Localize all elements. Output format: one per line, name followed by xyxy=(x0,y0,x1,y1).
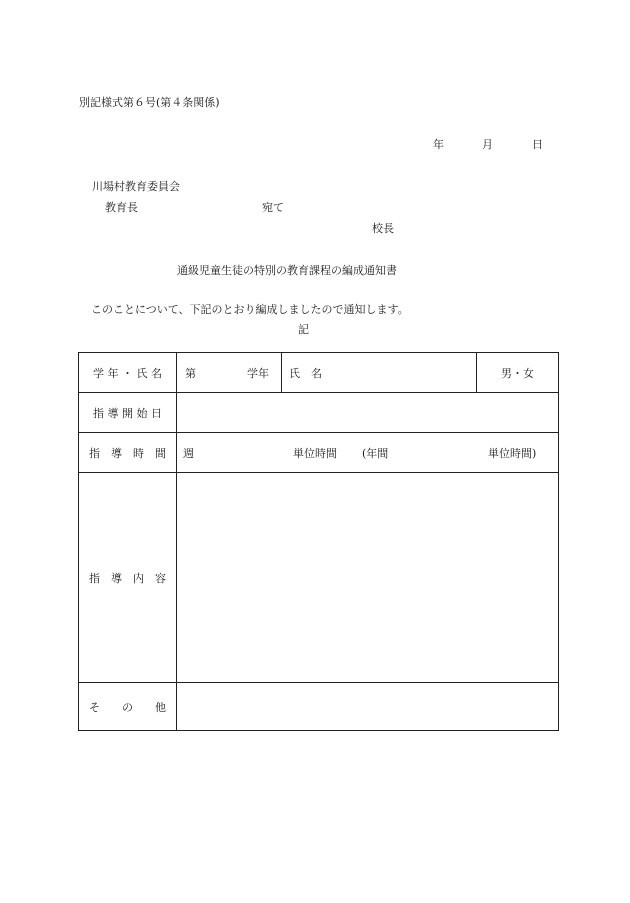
other-label: そ の 他 xyxy=(89,700,166,714)
date-day-label: 日 xyxy=(532,138,543,151)
grade-suffix: 学年 xyxy=(247,366,269,380)
content-label-cell xyxy=(79,473,177,683)
hours-label: 指 導 時 間 xyxy=(89,446,166,460)
addressee-title: 教育長 xyxy=(105,201,138,214)
info-table xyxy=(78,352,559,731)
table-row-other xyxy=(79,683,559,731)
form-number: 別記様式第６号(第４条関係) xyxy=(79,96,220,109)
name-label: 氏 名 xyxy=(289,366,322,380)
table-row-grade-name xyxy=(79,353,559,393)
gender-options: 男・女 xyxy=(501,366,534,380)
hours-unit-annual: 単位時間) xyxy=(488,446,537,460)
grade-name-label-cell xyxy=(79,353,177,393)
grade-prefix: 第 xyxy=(185,366,196,380)
other-label-cell xyxy=(79,683,177,731)
other-value-cell[interactable] xyxy=(177,683,559,731)
ki-heading: 記 xyxy=(298,323,309,336)
gender-cell[interactable] xyxy=(477,353,559,393)
table-row-hours xyxy=(79,433,559,473)
table-row-start-date xyxy=(79,393,559,433)
start-date-value-cell[interactable] xyxy=(177,393,559,433)
addressee-suffix: 宛て xyxy=(262,201,284,214)
content-value-cell[interactable] xyxy=(177,473,559,683)
date-month-label: 月 xyxy=(482,138,493,151)
body-text: このことについて、下記のとおり編成しましたので通知します。 xyxy=(91,303,409,316)
grade-cell[interactable] xyxy=(177,353,282,393)
grade-name-label: 学 年 ・ 氏 名 xyxy=(93,366,162,380)
name-cell[interactable] xyxy=(282,353,477,393)
hours-annual-open: (年間 xyxy=(362,446,389,460)
start-date-label-cell xyxy=(79,393,177,433)
content-label: 指 導 内 容 xyxy=(89,571,166,585)
date-year-label: 年 xyxy=(433,138,444,151)
hours-week: 週 xyxy=(183,446,194,460)
hours-unit-weekly: 単位時間 xyxy=(293,446,337,460)
start-date-label: 指 導 開 始 日 xyxy=(93,406,162,420)
sender-title: 校長 xyxy=(372,222,394,235)
document-title: 通級児童生徒の特別の教育課程の編成通知書 xyxy=(177,264,397,277)
table-row-content xyxy=(79,473,559,683)
hours-label-cell xyxy=(79,433,177,473)
addressee-organization: 川場村教育委員会 xyxy=(92,180,180,193)
hours-value-cell[interactable] xyxy=(177,433,559,473)
